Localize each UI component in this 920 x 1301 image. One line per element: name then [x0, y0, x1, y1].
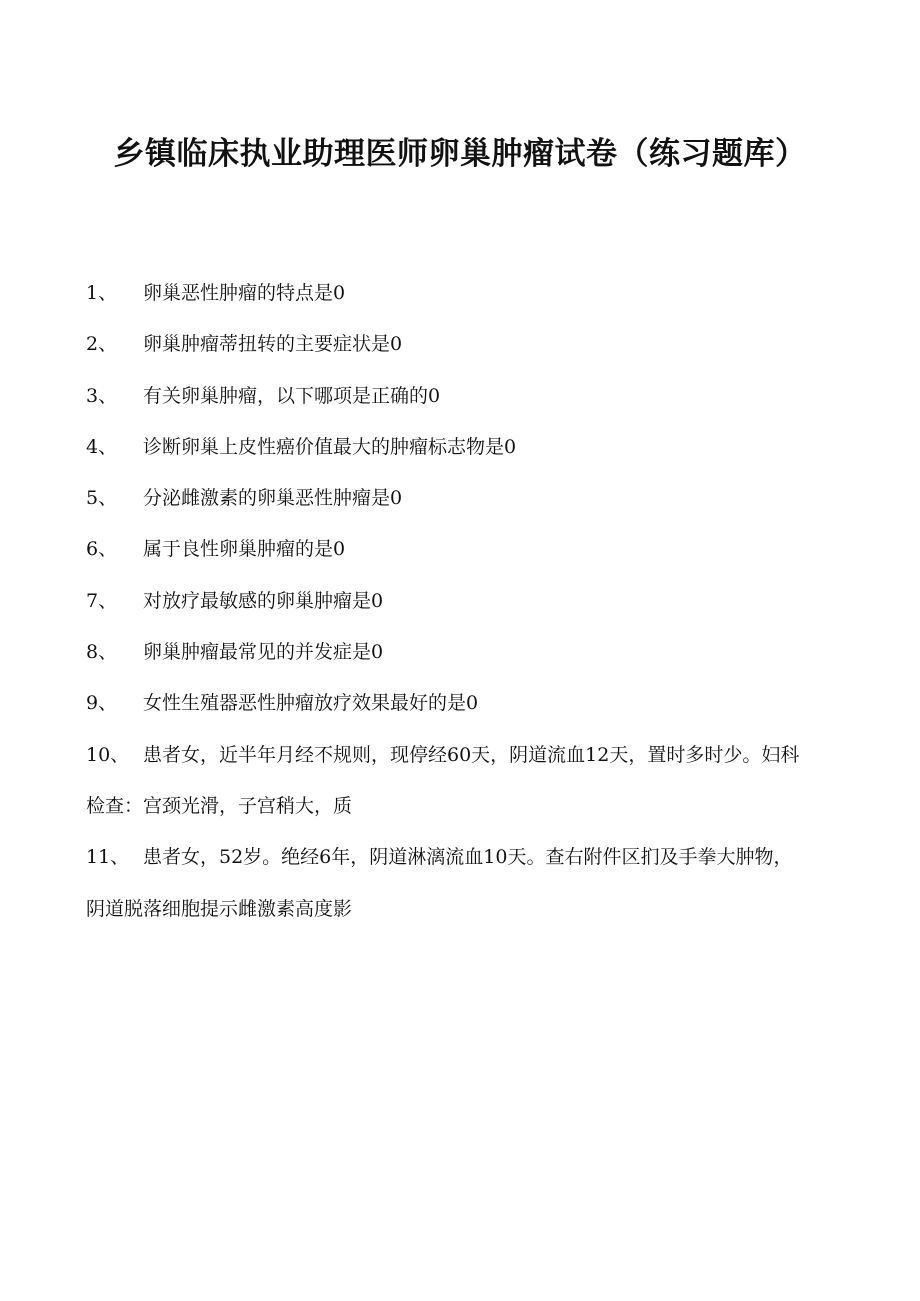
question-item: [86, 268, 806, 319]
question-number: 5、: [86, 487, 118, 510]
question-text: 卵巢肿瘤最常见的并发症是0: [143, 641, 384, 664]
question-text: 分泌雌激素的卵巢恶性肿瘤是0: [143, 487, 403, 510]
question-text: 女性生殖器恶性肿瘤放疗效果最好的是0: [143, 692, 479, 715]
question-item: [86, 524, 806, 575]
question-item: [86, 730, 806, 833]
question-number: 9、: [86, 692, 118, 715]
question-text: 有关卵巢肿瘤，以下哪项是正确的0: [143, 384, 441, 407]
question-number: 10、: [86, 743, 130, 766]
question-item: [86, 627, 806, 678]
question-number: 4、: [86, 435, 118, 458]
question-number: 8、: [86, 641, 118, 664]
question-item: [86, 422, 806, 473]
question-text: 对放疗最敏感的卵巢肿瘤是0: [143, 589, 384, 612]
question-item: [86, 576, 806, 627]
question-item: [86, 371, 806, 422]
question-text: 患者女，52岁。绝经6年，阴道淋漓流血10天。查右附件区扪及手拳大肿物，阴道脱落细胞提示雌激素高度影: [86, 846, 793, 920]
document-title: 乡镇临床执业助理医师卵巢肿瘤试卷（练习题库）: [113, 136, 807, 172]
question-text: 卵巢恶性肿瘤的特点是0: [143, 282, 346, 304]
question-text: 患者女，近半年月经不规则，现停经60天，阴道流血12天，置时多时少。妇科检查：宫颈光滑，子宫稍大，质: [86, 743, 800, 817]
question-number: 7、: [86, 589, 118, 612]
question-text: 属于良性卵巢肿瘤的是0: [143, 538, 346, 561]
question-item: [86, 832, 806, 935]
question-text: 诊断卵巢上皮性癌价值最大的肿瘤标志物是0: [143, 435, 517, 458]
question-number: 11、: [86, 846, 130, 869]
question-text: 卵巢肿瘤蒂扭转的主要症状是0: [143, 333, 403, 356]
question-list: [86, 268, 806, 935]
question-number: 6、: [86, 538, 118, 561]
question-item: [86, 473, 806, 524]
question-number: 2、: [86, 333, 118, 356]
question-item: [86, 678, 806, 729]
question-number: 3、: [86, 384, 118, 407]
question-number: 1、: [86, 282, 118, 304]
question-item: [86, 319, 806, 370]
